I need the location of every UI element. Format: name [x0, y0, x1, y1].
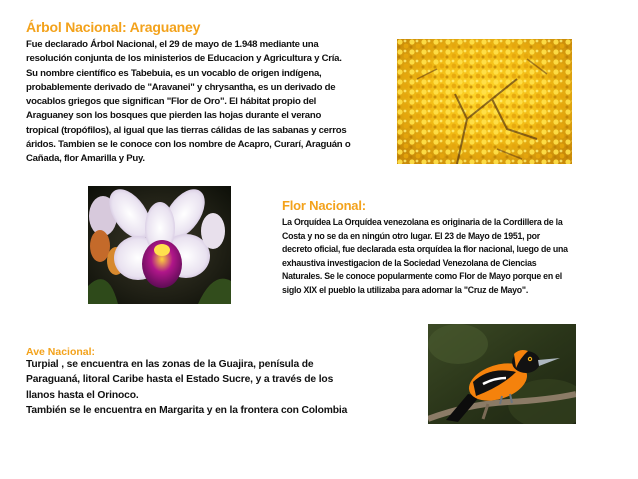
araguaney-photo — [397, 39, 572, 164]
text-line: También se le encuentra en Margarita y en la frontera con Colombia — [26, 404, 348, 416]
flor-nacional-text — [282, 216, 602, 298]
text-line: siglo XIX el pueblo la utilizaba para adornar la "Cruz de Mayo". — [282, 284, 529, 295]
arbol-nacional-text — [26, 38, 356, 167]
text-line: llanos hasta el Orinoco. — [26, 389, 139, 401]
text-line: La Orquídea La Orquídea venezolana es originaria de la Cordillera de la — [282, 217, 563, 227]
ave-nacional-title: Ave Nacional: — [26, 346, 96, 358]
text-line: Costa y no se da en ningún otro lugar. El 23 de Mayo de 1951, por — [282, 230, 540, 241]
text-line: Su nombre científico es Tabebuia, es un vocablo de origen indígena, — [26, 67, 322, 79]
orquidea-photo — [88, 186, 231, 304]
text-line: Cañada, flor Amarilla y Puy. — [26, 153, 145, 165]
text-line: Fue declarado Árbol Nacional, el 29 de mayo de 1.948 mediante una — [26, 39, 319, 50]
text-line: probablemente derivado de "Aravanei" y chrysantha, es un derivado de — [26, 81, 336, 93]
text-line: resolución conjunta de los ministerios de Educacion y Agricultura y Cría. — [26, 53, 342, 65]
arbol-nacional-title: Árbol Nacional: Araguaney — [26, 19, 201, 35]
araguaney-image — [397, 39, 572, 164]
ave-nacional-text — [26, 357, 366, 418]
turpial-photo — [428, 324, 576, 424]
flor-nacional-title: Flor Nacional: — [282, 198, 366, 213]
text-line: decreto oficial, fue declarada esta orquídea la flor nacional, luego de una — [282, 244, 568, 255]
text-line: tropical (tropófilos), al igual que las tierras cálidas de las sabanas y cerros — [26, 124, 347, 136]
text-line: vocablos griegos que significan "Flor de Oro". El hábitat propio del — [26, 96, 317, 108]
turpial-image — [428, 324, 576, 424]
text-line: exhaustiva investigacion de la Sociedad Venezolana de Ciencias — [282, 257, 537, 268]
text-line: Naturales. Se le conoce popularmente como Flor de Mayo porque en el — [282, 271, 562, 282]
text-line: áridos. Tambien se le conoce con los nombre de Acapro, Curarí, Araguán o — [26, 139, 351, 151]
text-line: Araguaney son los bosques que pierden las hojas durante el verano — [26, 110, 322, 122]
text-line: Paraguaná, litoral Caribe hasta el Estado Sucre, y a través de los — [26, 374, 334, 386]
text-line: Turpial , se encuentra en las zonas de la Guajira, penísula de — [26, 359, 314, 370]
orquidea-image — [88, 186, 231, 304]
